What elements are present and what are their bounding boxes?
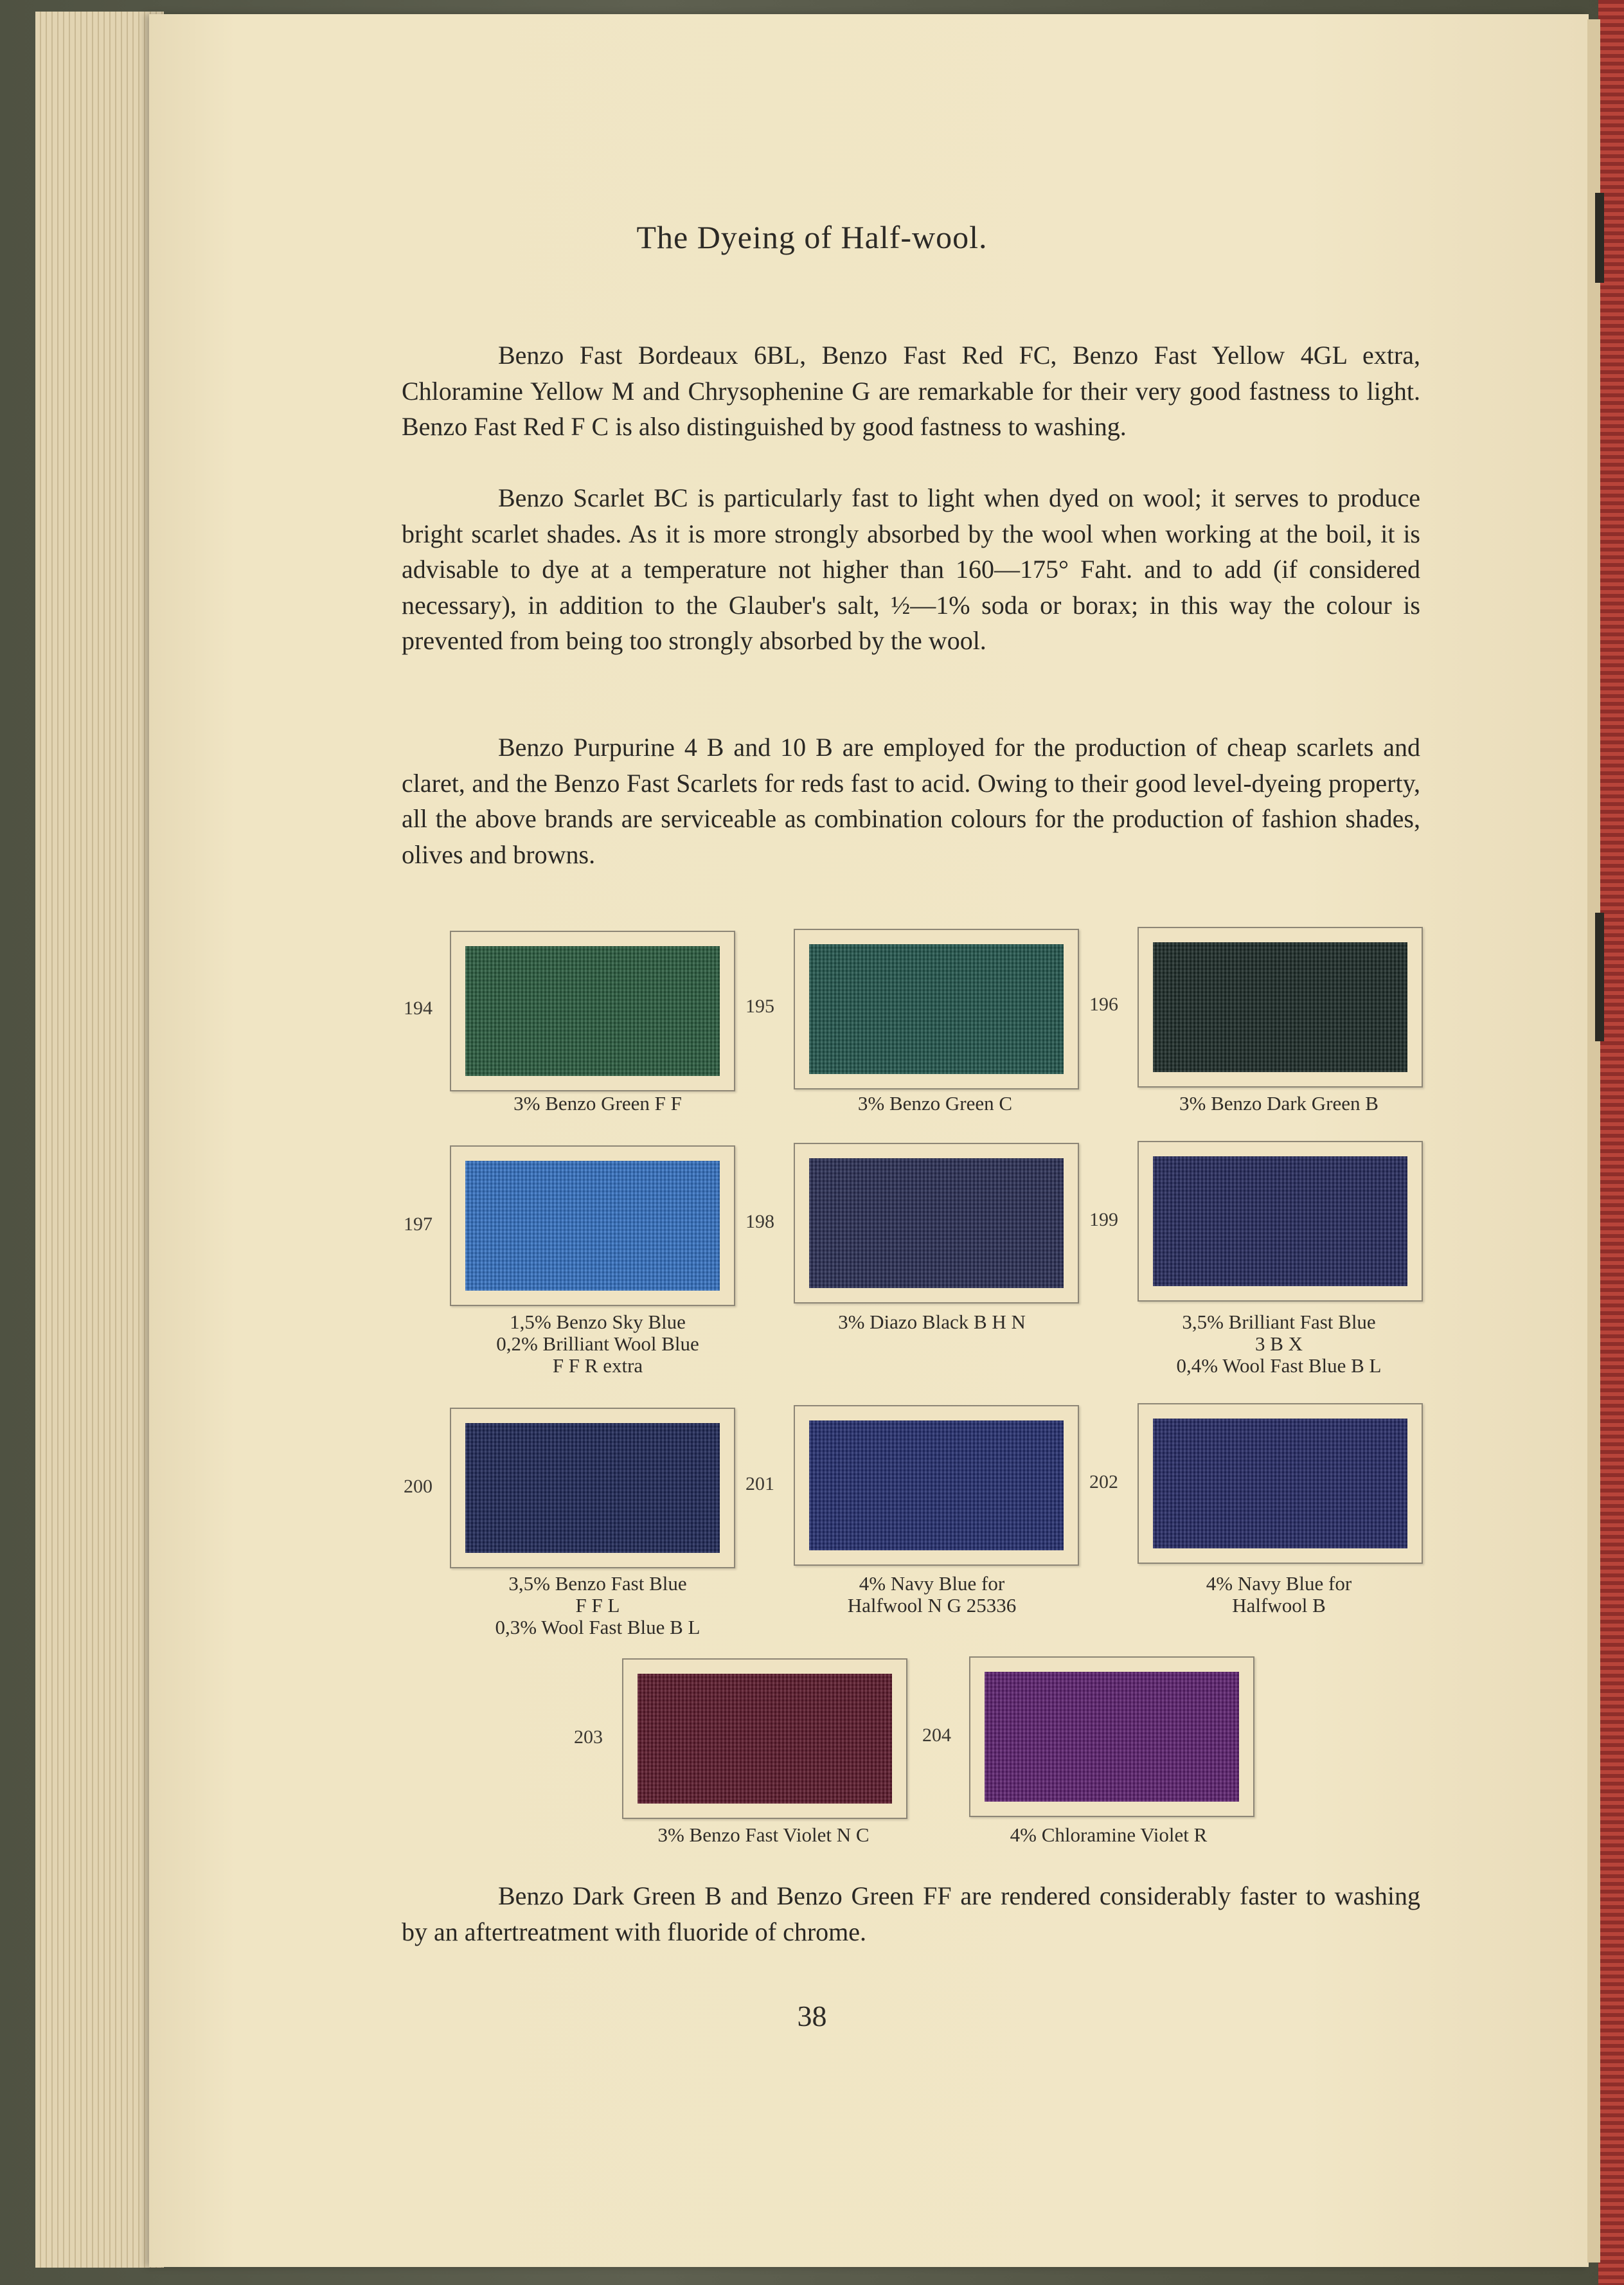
sample-caption: 3,5% Benzo Fast Blue F F L 0,3% Wool Fast Blue B L bbox=[495, 1572, 700, 1638]
dye-sample-card bbox=[1138, 1141, 1423, 1302]
fabric-swatch bbox=[985, 1672, 1239, 1802]
sample-number: 204 bbox=[922, 1725, 951, 1746]
dye-sample-card bbox=[794, 929, 1079, 1089]
sample-number: 196 bbox=[1089, 994, 1118, 1015]
dye-sample-card bbox=[794, 1143, 1079, 1304]
sample-number: 200 bbox=[404, 1476, 433, 1497]
dye-sample-card bbox=[794, 1405, 1079, 1566]
closing-paragraph: Benzo Dark Green B and Benzo Green FF are rendered considerably faster to washing by an aftertreatment with fluoride of chrome. bbox=[402, 1881, 1420, 1946]
fabric-swatch bbox=[809, 1158, 1064, 1288]
fabric-swatch bbox=[1153, 942, 1407, 1072]
sample-caption: 4% Navy Blue for Halfwool N G 25336 bbox=[847, 1572, 1017, 1617]
dye-sample-card bbox=[622, 1658, 907, 1819]
fabric-swatch bbox=[809, 944, 1064, 1074]
sample-caption: 3% Benzo Green F F bbox=[513, 1092, 682, 1115]
sample-number: 202 bbox=[1089, 1471, 1118, 1492]
sample-caption: 3,5% Brilliant Fast Blue 3 B X 0,4% Wool Fast Blue B L bbox=[1176, 1311, 1382, 1377]
sample-number: 197 bbox=[404, 1214, 433, 1235]
paragraph-1: Benzo Fast Bordeaux 6BL, Benzo Fast Red FC, Benzo Fast Yellow 4GL extra, Chloramine Yellow M and Chrysophenine G are remarkable for their very good fastness to light. Benzo Fast Red F C is also distinguished by good fastness to washing. bbox=[402, 341, 1420, 441]
fabric-swatch bbox=[465, 946, 720, 1076]
fabric-swatch bbox=[465, 1423, 720, 1553]
page-title: The Dyeing of Half-wool. bbox=[636, 219, 988, 255]
sample-caption: 4% Chloramine Violet R bbox=[1010, 1824, 1208, 1846]
book-spine-edge bbox=[1598, 0, 1624, 2285]
sample-number: 195 bbox=[745, 996, 774, 1017]
fabric-swatch bbox=[1153, 1419, 1407, 1548]
dye-sample-card bbox=[1138, 927, 1423, 1088]
sample-number: 194 bbox=[404, 998, 433, 1019]
dye-sample-card bbox=[450, 1408, 735, 1568]
sample-number: 201 bbox=[745, 1473, 774, 1494]
sample-caption: 4% Navy Blue for Halfwool B bbox=[1206, 1572, 1352, 1617]
page-edges bbox=[35, 12, 164, 2268]
fabric-swatch bbox=[465, 1161, 720, 1291]
sample-number: 198 bbox=[745, 1211, 774, 1232]
fabric-swatch bbox=[809, 1420, 1064, 1550]
sample-caption: 1,5% Benzo Sky Blue 0,2% Brilliant Wool Blue F F R extra bbox=[496, 1311, 699, 1377]
dye-sample-card bbox=[450, 931, 735, 1091]
dye-sample-card bbox=[969, 1656, 1254, 1817]
fabric-swatch bbox=[1153, 1156, 1407, 1286]
sample-caption: 3% Benzo Green C bbox=[857, 1092, 1013, 1115]
sample-number: 199 bbox=[1089, 1209, 1118, 1230]
paragraph-2: Benzo Scarlet BC is particularly fast to light when dyed on wool; it serves to produce bright scarlet shades. As it is more strongly absorbed by the wool when working at the boil, it is advisable to dye at a temperature not higher than 160—175° Faht. and to add (if considered necessary), in addition to the Glauber's salt, ½—1% soda or borax; in this way the colour is prevented from being too strongly absorbed by the wool. bbox=[402, 483, 1420, 655]
next-page-edge bbox=[1587, 19, 1600, 2263]
dye-sample-card bbox=[450, 1145, 735, 1306]
sample-caption: 3% Benzo Dark Green B bbox=[1179, 1092, 1379, 1115]
page-number: 38 bbox=[797, 2000, 827, 2032]
sample-caption: 3% Benzo Fast Violet N C bbox=[657, 1824, 870, 1846]
sample-caption: 3% Diazo Black B H N bbox=[838, 1311, 1026, 1333]
fabric-swatch bbox=[638, 1674, 892, 1804]
dye-sample-card bbox=[1138, 1403, 1423, 1564]
sample-number: 203 bbox=[574, 1726, 603, 1748]
page-tab-marker bbox=[1595, 913, 1604, 1041]
paragraph-3: Benzo Purpurine 4 B and 10 B are employed for the production of cheap scarlets and claret, and the Benzo Fast Scarlets for reds fast to acid. Owing to their good level-dyeing property, all the above brands are serviceable as combination colours for the production of fashion shades, olives and browns. bbox=[402, 733, 1420, 869]
